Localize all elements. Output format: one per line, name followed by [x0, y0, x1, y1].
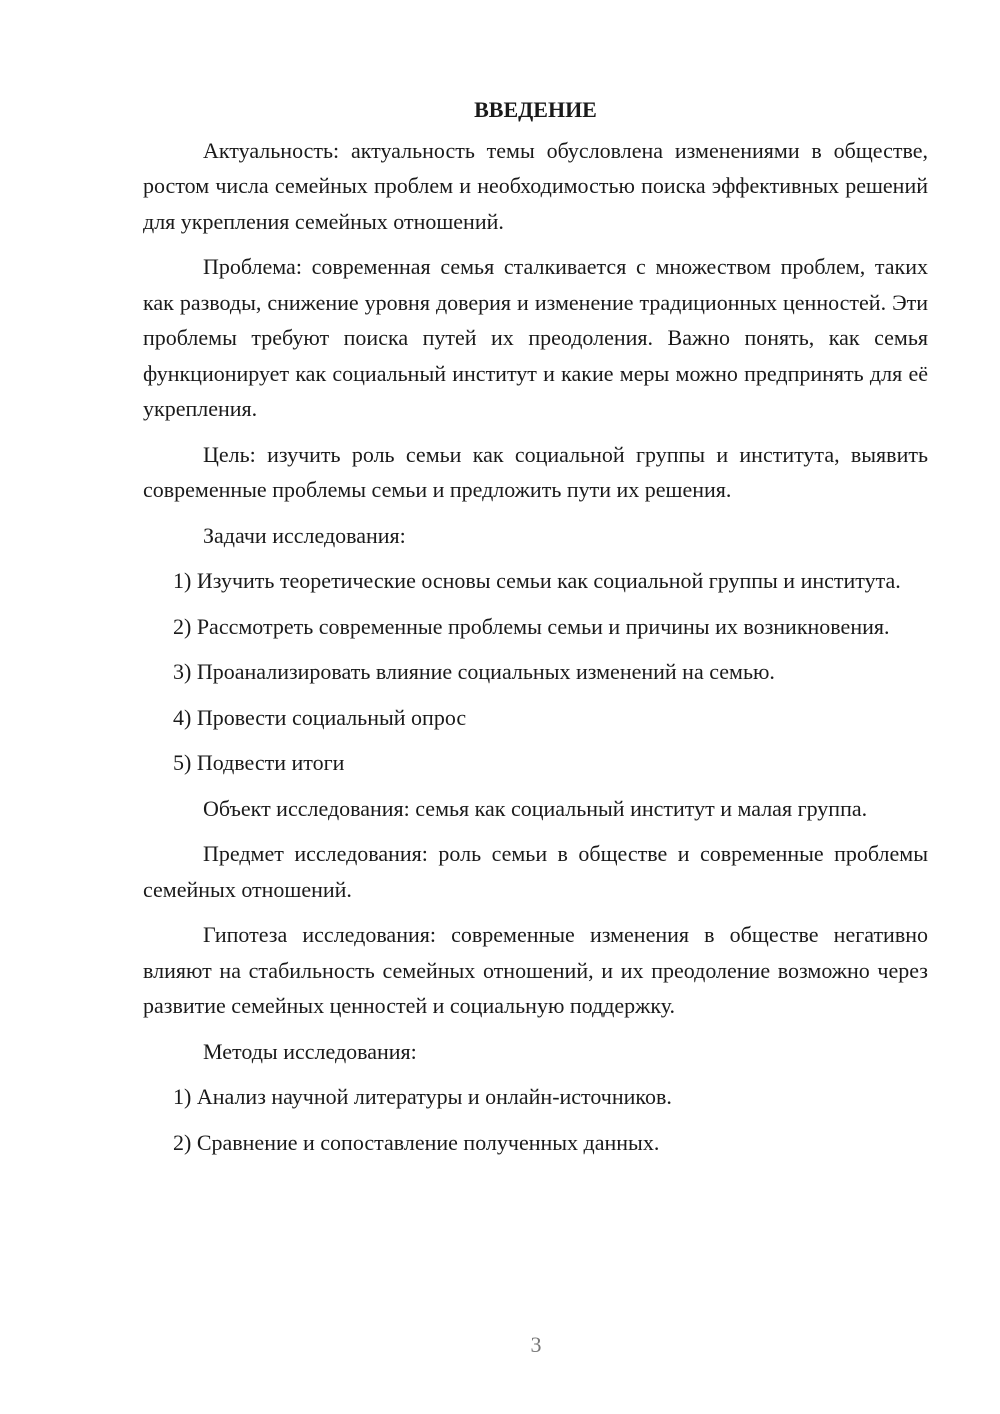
page-number: 3 — [530, 1332, 542, 1357]
method-item: 2) Сравнение и сопоставление полученных данных. — [173, 1129, 660, 1155]
document-page — [143, 92, 928, 1170]
task-item: 4) Провести социальный опрос — [173, 704, 467, 730]
tasks-heading: Задачи исследования: — [203, 522, 406, 548]
task-item: 1) Изучить теоретические основы семьи как социальной группы и института. — [173, 568, 901, 593]
methods-heading: Методы исследования: — [203, 1038, 417, 1064]
task-item: 3) Проанализировать влияние социальных изменений на семью. — [173, 659, 775, 684]
subject-paragraph: Предмет исследования: роль семьи в обществе и современные проблемы семейных отношений. — [143, 841, 928, 902]
hypothesis-paragraph: Гипотеза исследования: современные изменения в обществе негативно влияют на стабильность семейных отношений, и их преодоление возможно через развитие семейных ценностей и социальную поддержку. — [143, 922, 928, 1018]
section-title: ВВЕДЕНИЕ — [474, 97, 597, 122]
goal-paragraph: Цель: изучить роль семьи как социальной группы и института, выявить современные проблемы семьи и предложить пути их решения. — [143, 441, 928, 502]
problem-paragraph: Проблема: современная семья сталкивается с множеством проблем, таких как разводы, снижение уровня доверия и изменение традиционных ценностей. Эти проблемы требуют поиска путей их преодоления. Важно понять, как семья функционирует как социальный институт и какие меры можно предпринять для её укрепления. — [143, 254, 928, 421]
task-item: 5) Подвести итоги — [173, 750, 345, 775]
task-item: 2) Рассмотреть современные проблемы семьи и причины их возникновения. — [173, 613, 890, 639]
method-item: 1) Анализ научной литературы и онлайн-источников. — [173, 1084, 672, 1109]
object-paragraph: Объект исследования: семья как социальный институт и малая группа. — [203, 795, 868, 821]
relevance-paragraph: Актуальность: актуальность темы обусловлена изменениями в обществе, ростом числа семейных проблем и необходимостью поиска эффективных решений для укрепления семейных отношений. — [143, 137, 928, 234]
